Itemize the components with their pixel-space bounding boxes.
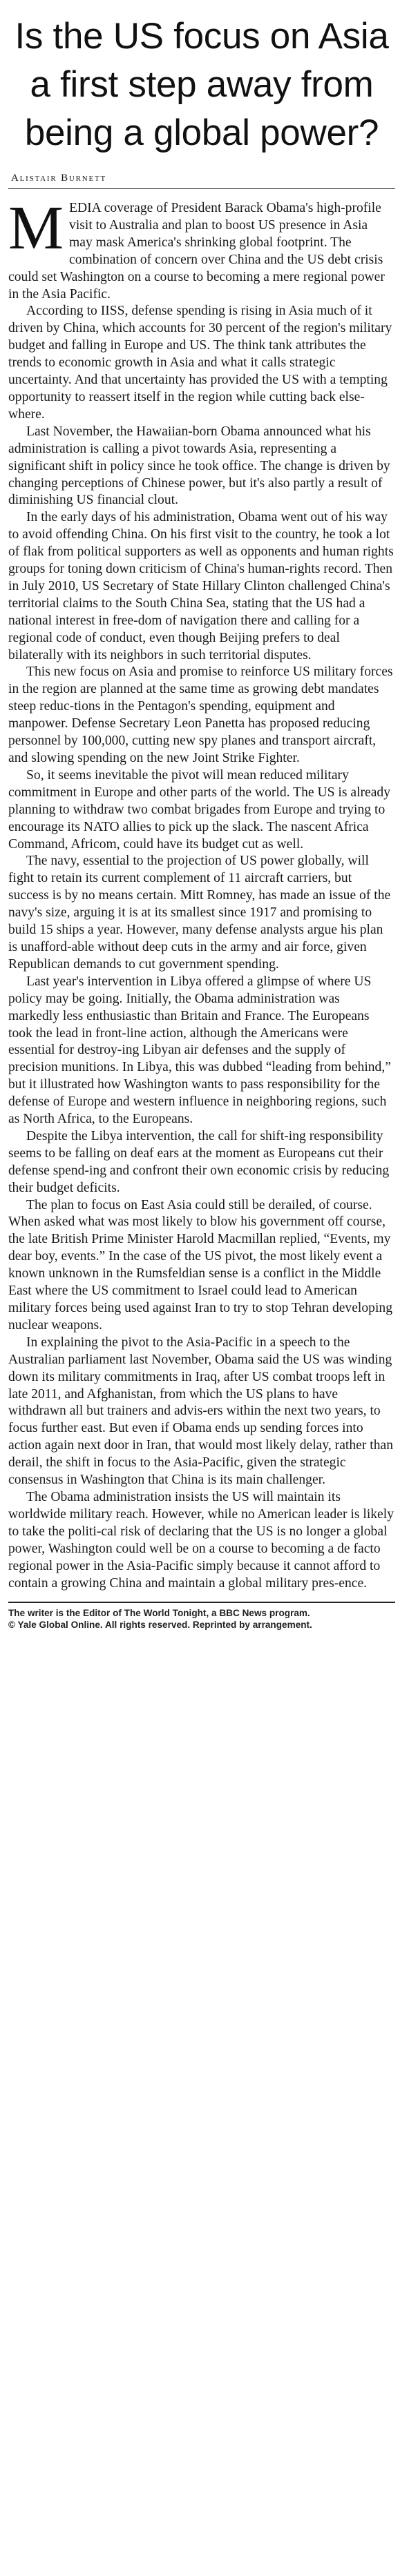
author-note: The writer is the Editor of The World Tonight, a BBC News program.: [8, 1608, 310, 1619]
article-paragraph: The plan to focus on East Asia could still be derailed, of course. When asked what was most likely to blow his government off course, the late British Prime Minister Harold Macmillan replied, “Events, my dear boy, events.” In the case of the US pivot, the most likely event a known unknown in the Rumsfeldian sense is a conflict in the Middle East where the US commitment to Israel could lead to American military forces being used against Iran to try to stop Tehran developing nuclear weapons.: [8, 1197, 393, 1333]
article-paragraph-1: [8, 194, 394, 303]
article-footer: [8, 1607, 395, 1631]
byline-divider: [8, 188, 395, 189]
article-paragraph: The navy, essential to the projection of US power globally, will fight to retain its current complement of 11 aircraft carriers, but success is by no means certain. Mitt Romney, has made an issue of the navy's size, arguing it is at its smallest since 1917 and promising to build 15 ships a year. However, many defense analysts argue his plan is unafford-able without deep cuts in the army and air force, given Republican demands to cut government spending.: [8, 854, 391, 972]
article-paragraph: This new focus on Asia and promise to reinforce US military forces in the region are planned at the same time as growing debt mandates steep reduc-tions in the Pentagon's spending, equipment and manpower. Defense Secretary Leon Panetta has proposed reducing personnel by 100,000, cutting new spy planes and transport aircraft, and slowing spending on the new Joint Strike Fighter.: [8, 665, 393, 765]
article-paragraph: In explaining the pivot to the Asia-Pacific in a speech to the Australian parliament last November, Obama said the US was winding down its military commitments in Iraq, after US combat troops left in late 2011, and Afghanistan, from which the US plans to have withdrawn all but trainers and advis-ers within the next two years, to focus further east. But even if Obama ends up sending forces into action again next door in Iran, that would most likely delay, rather than derail, the shift in focus to the Asia-Pacific, given the strategic consensus in Washington that China is its main challenger.: [8, 1335, 393, 1488]
article-headline: Is the US focus on Asia a first step away from being a global power?: [15, 16, 389, 153]
article-paragraph: Despite the Libya intervention, the call for shift-ing responsibility seems to be falling on deaf ears at the moment as Europeans cut their defense spend-ing and confront their own economic crisis by reducing their budget deficits.: [8, 1128, 390, 1195]
drop-cap: M: [8, 194, 64, 262]
article-paragraph-1-text: EDIA coverage of President Barack Obama's high-profile visit to Australia and plan to boost US presence in Asia may mask America's shrinking global footprint. The combination of concern over China and the US debt crisis could set Washington on a course to becoming a mere regional power in the Asia Pacific.: [8, 201, 385, 302]
article-paragraph: Last November, the Hawaiian-born Obama announced what his administration is calling a pivot towards Asia, representing a significant shift in policy since he took office. The change is driven by changing perceptions of Chinese power, but it's also partly a result of diminishing US financial clout.: [8, 424, 390, 508]
article-body: [8, 194, 395, 1592]
article-paragraph: So, it seems inevitable the pivot will mean reduced military commitment in Europe and other parts of the world. The US is already planning to withdraw two combat brigades from Europe and trying to encourage its NATO allies to pick up the slack. The nascent Africa Command, Africom, could have its budget cut as well.: [8, 767, 391, 852]
article-page: [8, 0, 395, 2576]
article-paragraph: In the early days of his administration, Obama went out of his way to avoid offending China. On his first visit to the country, he took a lot of flak from political supporters as well as opponents and human rights groups for toning down criticism of China's human-rights record. Then in July 2010, US Secretary of State Hillary Clinton challenged China's territorial claims to the South China Sea, stating that the US had a national interest in free-dom of navigation there and calling for a regional code of conduct, even though Beijing prefers to deal bilaterally with its neighbors in such territorial disputes.: [8, 510, 394, 662]
article-paragraph: According to IISS, defense spending is rising in Asia much of it driven by China, which accounts for 30 percent of the region's military budget and falling in Europe and US. The think tank attributes the trends to economic growth in Asia and what it calls strategic uncertainty. And that uncertainty has provided the US with a tempting opportunity to reassert itself in the region while cutting back else-where.: [8, 304, 392, 422]
article-paragraph: The Obama administration insists the US will maintain its worldwide military reach. However, while no American leader is likely to take the politi-cal risk of declaring that the US is no longer a global power, Washington could well be on a course to becoming a de facto regional power in the Asia-Pacific simply because it cannot afford to contain a growing China and maintain a global military pres-ence.: [8, 1489, 394, 1591]
footer-divider: [8, 1602, 395, 1603]
article-paragraph: Last year's intervention in Libya offered a glimpse of where US policy may be going. Initially, the Obama administration was markedly less enthusiastic than Britain and France. The Europeans took the lead in front-line action, although the Americans were essential for destroy-ing Libyan air defenses and the supply of precision munitions. In Libya, this was dubbed “leading from behind,” but it illustrated how Washington wants to pass responsibility for the defense of Europe and western influence in neighboring regions, such as North Africa, to the Europeans.: [8, 974, 391, 1127]
article-byline: Alistair Burnett: [11, 173, 107, 184]
copyright-notice: © Yale Global Online. All rights reserved. Reprinted by arrangement.: [8, 1620, 312, 1631]
